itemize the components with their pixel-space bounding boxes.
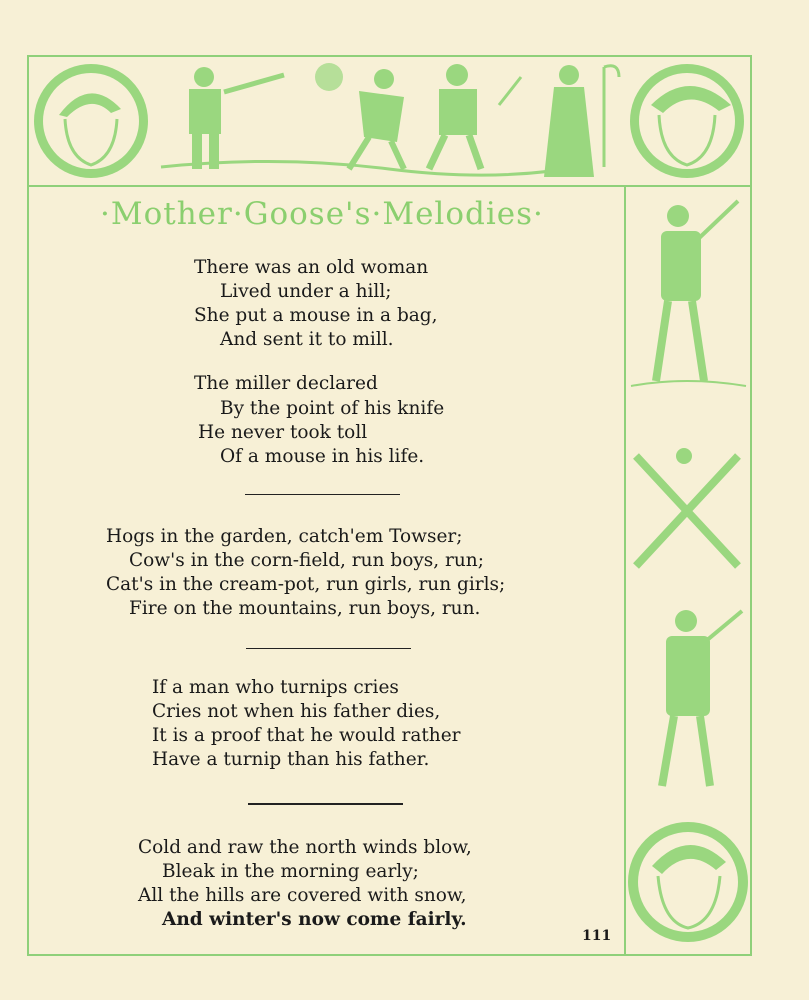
page-number: 111 (582, 928, 612, 944)
poem-line: Cow's in the corn-field, run boys, run; (129, 550, 484, 571)
poem-line: It is a proof that he would rather (152, 725, 461, 746)
page-title: ·Mother·Goose's·Melodies· (100, 196, 544, 232)
side-vignettes-illustration (626, 186, 752, 954)
header-illustration-band (29, 57, 750, 187)
poem-line: All the hills are covered with snow, (138, 885, 467, 906)
hunting-scene-illustration (29, 57, 750, 185)
poem-line: He never took toll (198, 422, 368, 443)
poem-line: Hogs in the garden, catch'em Towser; (106, 526, 463, 547)
poem-line: And sent it to mill. (220, 329, 394, 350)
poem-line: Cold and raw the north winds blow, (138, 837, 472, 858)
divider-rule (248, 803, 403, 805)
poem-line: Of a mouse in his life. (220, 446, 425, 467)
poem-line: Fire on the mountains, run boys, run. (129, 598, 481, 619)
poem-line: Have a turnip than his father. (152, 749, 430, 770)
poem-line: There was an old woman (194, 257, 429, 278)
poem-line: If a man who turnips cries (152, 677, 399, 698)
divider-rule (245, 494, 400, 495)
poem-line: By the point of his knife (220, 398, 445, 419)
poem-line: The miller declared (194, 373, 378, 394)
poem-line: And winter's now come fairly. (162, 909, 467, 930)
divider-rule (246, 648, 411, 649)
poem-line: Bleak in the morning early; (162, 861, 419, 882)
poem-line: She put a mouse in a bag, (194, 305, 438, 326)
poem-line: Lived under a hill; (220, 281, 392, 302)
poem-line: Cries not when his father dies, (152, 701, 441, 722)
poem-line: Cat's in the cream-pot, run girls, run girls; (106, 574, 506, 595)
side-illustration-column (624, 186, 752, 954)
